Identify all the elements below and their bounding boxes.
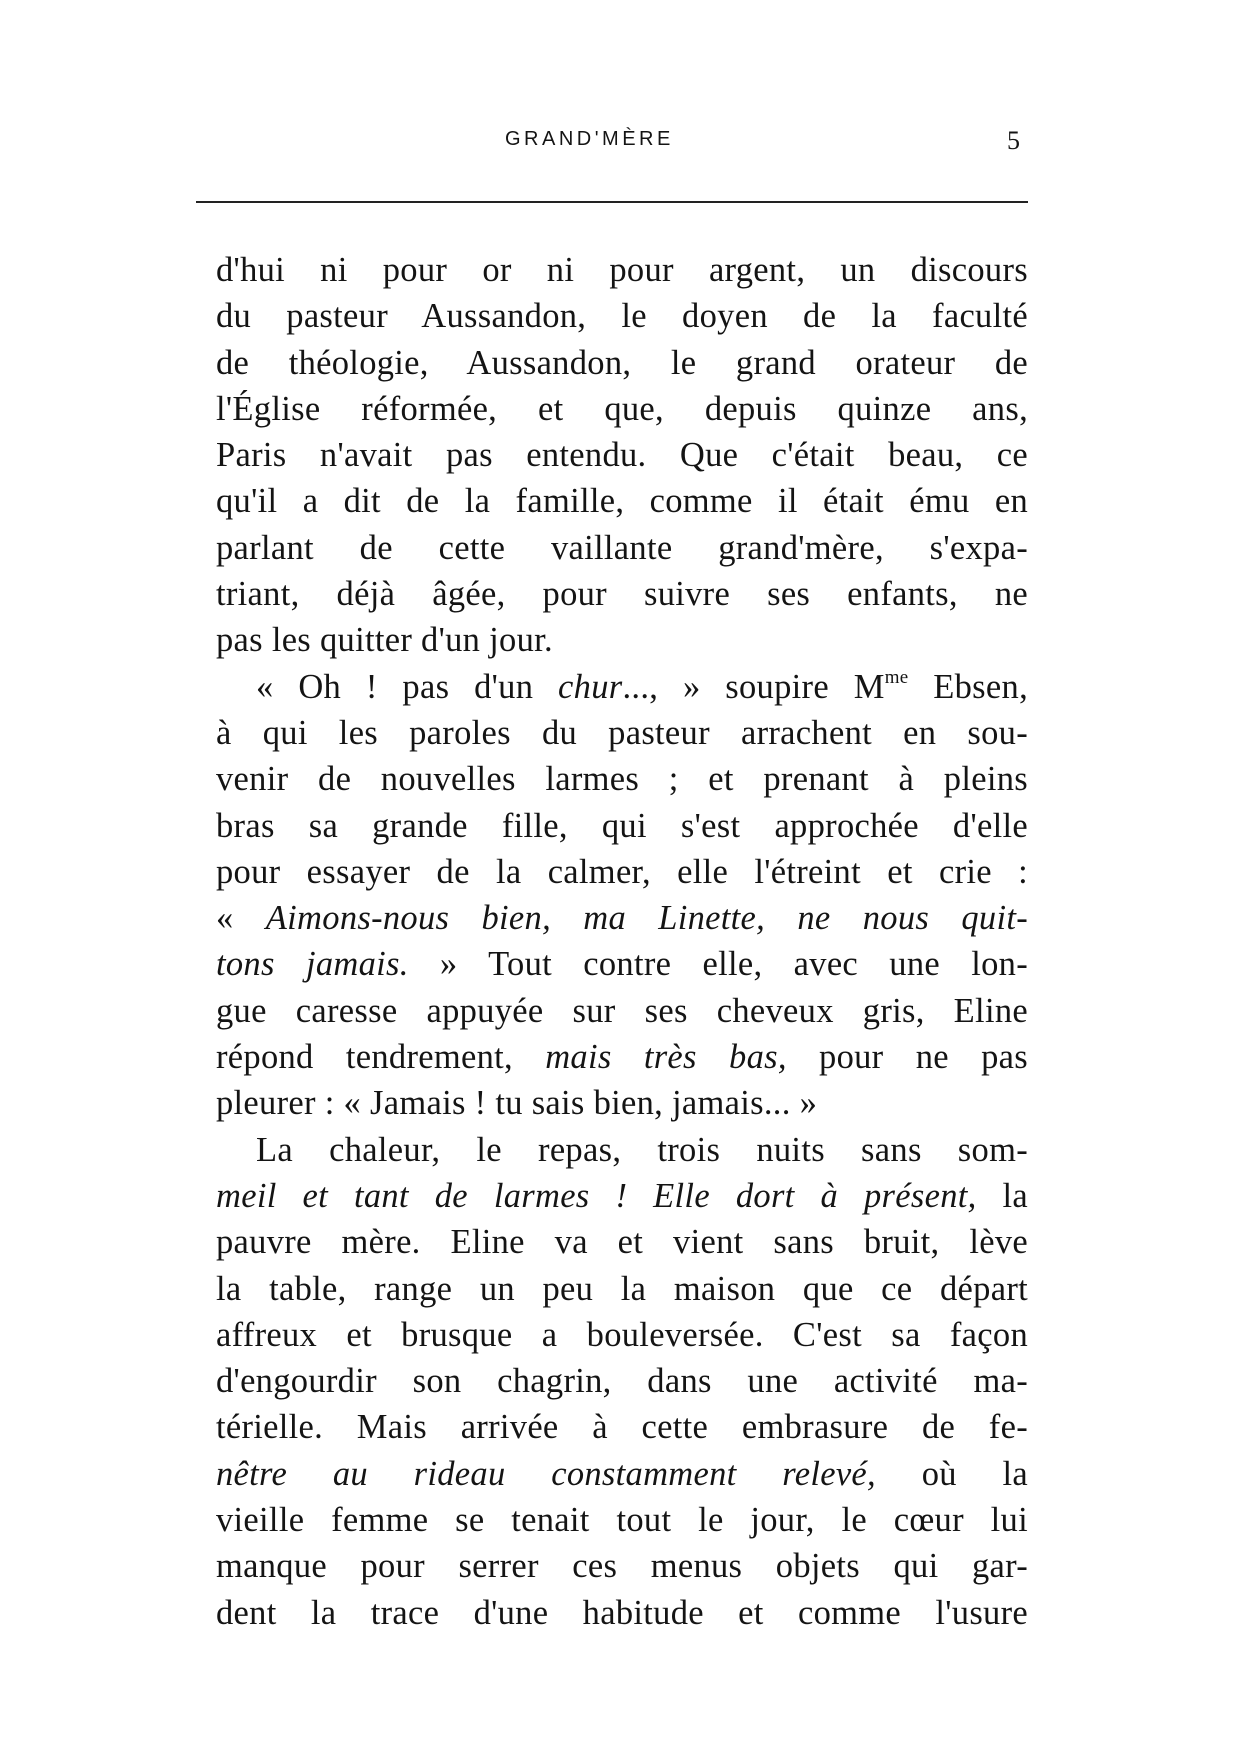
text-line: parlant de cette vaillante grand'mère, s'expa- xyxy=(216,528,1028,567)
text-line: Paris n'avait pas entendu. Que c'était beau, ce xyxy=(216,436,1028,475)
text-segment: ..., » soupire M xyxy=(622,667,885,706)
text-segment: « Oh ! pas d'un xyxy=(256,667,559,706)
text-line: pauvre mère. Eline va et vient sans bruit, lève xyxy=(216,1223,1028,1262)
text-line: manque pour serrer ces menus objets qui gar- xyxy=(216,1547,1028,1586)
text-line xyxy=(216,1173,1028,1219)
text-line: bras sa grande fille, qui s'est approchée d'elle xyxy=(216,806,1028,845)
text-line: dent la trace d'une habitude et comme l'usure xyxy=(216,1593,1028,1632)
italic-segment: nêtre au rideau constamment relevé, xyxy=(216,1454,876,1493)
superscript: me xyxy=(884,666,909,688)
text-segment: répond tendrement, xyxy=(216,1038,546,1077)
italic-segment: Aimons-nous bien, ma Linette, ne nous quit- xyxy=(265,899,1029,938)
text-segment: Ebsen, xyxy=(908,667,1028,706)
text-line: venir de nouvelles larmes ; et prenant à pleins xyxy=(216,760,1028,799)
italic-segment: tons jamais. xyxy=(216,945,409,984)
text-line xyxy=(216,664,1028,710)
text-line: d'engourdir son chagrin, dans une activité ma- xyxy=(216,1362,1028,1401)
text-line: qu'il a dit de la famille, comme il était ému en xyxy=(216,482,1028,521)
text-line xyxy=(216,1034,1028,1080)
text-line: La chaleur, le repas, trois nuits sans som- xyxy=(256,1130,1028,1169)
text-line: l'Église réformée, et que, depuis quinze ans, xyxy=(216,389,1028,428)
text-line xyxy=(216,1451,1028,1497)
text-line: du pasteur Aussandon, le doyen de la faculté xyxy=(216,297,1028,336)
text-line: à qui les paroles du pasteur arrachent en sou- xyxy=(216,713,1028,752)
text-segment: » Tout contre elle, avec une lon- xyxy=(408,945,1028,984)
text-line: affreux et brusque a bouleversée. C'est sa façon xyxy=(216,1315,1028,1354)
text-line: vieille femme se tenait tout le jour, le cœur lui xyxy=(216,1501,1028,1540)
text-line: la table, range un peu la maison que ce départ xyxy=(216,1269,1028,1308)
running-title: GRAND'MÈRE xyxy=(505,128,674,150)
italic-segment: meil et tant de larmes ! Elle dort à présent, xyxy=(216,1176,977,1215)
text-body xyxy=(216,247,1028,1636)
header-rule xyxy=(196,201,1028,203)
text-line: d'hui ni pour or ni pour argent, un discours xyxy=(216,251,1028,289)
text-line: de théologie, Aussandon, le grand orateur de xyxy=(216,343,1028,382)
text-line xyxy=(216,895,1028,941)
text-segment: pour ne pas xyxy=(786,1038,1029,1077)
text-line: térielle. Mais arrivée à cette embrasure de fe- xyxy=(216,1408,1028,1447)
italic-segment: chur xyxy=(558,667,623,706)
text-line: pour essayer de la calmer, elle l'étreint et crie : xyxy=(216,852,1028,891)
text-segment: la xyxy=(976,1176,1028,1215)
italic-segment: mais très bas, xyxy=(545,1038,787,1077)
text-line: pleurer : « Jamais ! tu sais bien, jamais... » xyxy=(216,1084,818,1123)
text-segment: où la xyxy=(875,1454,1028,1493)
text-line: pas les quitter d'un jour. xyxy=(216,621,553,660)
page-number: 5 xyxy=(1007,126,1020,155)
text-line: gue caresse appuyée sur ses cheveux gris, Eline xyxy=(216,991,1028,1030)
text-segment: « xyxy=(216,899,266,938)
text-line: triant, déjà âgée, pour suivre ses enfants, ne xyxy=(216,575,1028,614)
text-line xyxy=(216,941,1028,987)
